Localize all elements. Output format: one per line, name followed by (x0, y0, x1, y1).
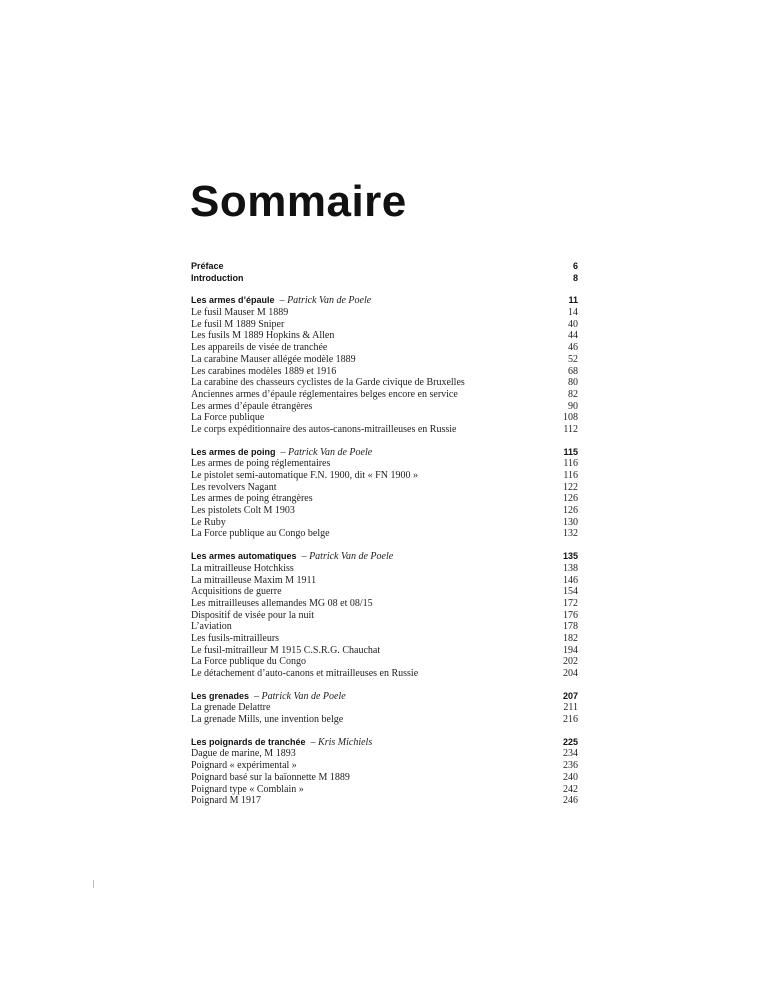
section-heading (191, 691, 578, 703)
section-author: – Patrick Van de Poele (279, 295, 372, 307)
toc-entry (191, 377, 578, 389)
toc-entry-label: Le fusil Mauser M 1889 (191, 307, 289, 319)
front-matter-entry-page: 6 (572, 261, 578, 271)
toc-entry-label: Les armes de poing étrangères (191, 493, 313, 505)
section-heading (191, 737, 578, 749)
toc-entry (191, 784, 578, 796)
front-matter-entry (191, 261, 578, 273)
toc-entry-label: Poignard M 1917 (191, 795, 261, 807)
toc-entry-page: 14 (568, 307, 578, 319)
toc-entry-page: 126 (563, 505, 578, 517)
toc-entry (191, 610, 578, 622)
section-gap (191, 680, 578, 691)
toc-entry-page: 211 (563, 702, 578, 714)
toc-entry-page: 146 (563, 574, 578, 586)
toc-entry-label: Poignard « expérimental » (191, 760, 297, 772)
page-title: Sommaire (190, 177, 407, 226)
section-heading-label: Les armes automatiques – Patrick Van de Poele (191, 551, 394, 563)
toc-entry-label: Les appareils de visée de tranchée (191, 342, 328, 354)
toc-entry-label: Acquisitions de guerre (191, 586, 282, 598)
toc-entry-label: L’aviation (191, 621, 232, 633)
toc-entry-label: Dispositif de visée pour la nuit (191, 609, 315, 621)
toc-entry-label: Le pistolet semi-automatique F.N. 1900, dit « FN 1900 » (191, 470, 418, 481)
toc-entry-label: Les mitrailleuses allemandes MG 08 et 08/15 (191, 597, 373, 609)
front-matter-entry (191, 273, 578, 285)
toc-entry-label: La grenade Delattre (191, 702, 271, 714)
toc-entry-page: 194 (563, 644, 578, 656)
toc-entry-page: 126 (563, 493, 578, 505)
front-matter-entry-label: Préface (191, 261, 224, 271)
toc-entry (191, 795, 578, 807)
toc-entry-label: Le détachement d’auto-canons et mitrailleuses en Russie (191, 668, 419, 679)
toc-entry-label: Les armes d’épaule étrangères (191, 400, 313, 412)
toc-entry (191, 330, 578, 342)
section-heading-page: 207 (562, 690, 578, 701)
toc-entry-page: 216 (563, 714, 578, 726)
toc-entry-page: 46 (568, 342, 578, 354)
toc-entry (191, 319, 578, 331)
toc-entry-page: 246 (563, 795, 578, 807)
toc-entry-page: 172 (563, 597, 578, 609)
toc-entry (191, 307, 578, 319)
toc-entry-label: La mitrailleuse Maxim M 1911 (191, 574, 317, 586)
toc-entry (191, 354, 578, 366)
toc-entry (191, 575, 578, 587)
toc-entry (191, 598, 578, 610)
toc-entry-page: 138 (563, 562, 578, 574)
toc-entry-label: Les carabines modèles 1889 et 1916 (191, 365, 337, 377)
toc-entry-page: 130 (563, 516, 578, 528)
toc-entry-page: 122 (563, 481, 578, 493)
section-gap (191, 726, 578, 737)
toc-entry-label: Poignard basé sur la baïonnette M 1889 (191, 771, 350, 783)
section-author: – Patrick Van de Poele (280, 446, 373, 458)
toc-entry-label: Les revolvers Nagant (191, 481, 277, 493)
toc-entry-page: 116 (563, 458, 578, 470)
toc-entry (191, 389, 578, 401)
toc-entry-label: Le fusil M 1889 Sniper (191, 318, 285, 330)
section-heading-page: 11 (568, 295, 578, 306)
toc-entry-page: 236 (563, 760, 578, 772)
toc-entry (191, 401, 578, 413)
front-matter-entry-page: 8 (572, 272, 578, 283)
toc-entry-page: 204 (563, 668, 578, 679)
section-heading-label: Les poignards de tranchée – Kris Michiels (191, 736, 373, 748)
toc-entry-page: 242 (563, 783, 578, 795)
toc-entry-page: 108 (563, 412, 578, 424)
toc-entry-page: 132 (563, 528, 578, 540)
toc-entry (191, 470, 578, 482)
toc-entry (191, 412, 578, 424)
section-author: – Patrick Van de Poele (301, 551, 394, 563)
toc-entry-label: Les pistolets Colt M 1903 (191, 505, 295, 517)
toc-entry-page: 202 (563, 656, 578, 668)
section-heading-label: Les armes d’épaule – Patrick Van de Poele (191, 295, 372, 307)
toc-entry (191, 366, 578, 378)
section-heading-label: Les armes de poing – Patrick Van de Poele (191, 446, 373, 458)
toc-entry-page: 240 (563, 771, 578, 783)
toc-entry-page: 40 (568, 318, 578, 330)
toc-entry (191, 645, 578, 657)
toc-entry (191, 668, 578, 680)
toc-entry-label: Anciennes armes d’épaule réglementaires belges encore en service (191, 388, 458, 400)
toc-entry-label: Le corps expéditionnaire des autos-canons-mitrailleuses en Russie (191, 423, 457, 435)
toc-entry-page: 52 (568, 353, 578, 365)
toc-entry-label: Dague de marine, M 1893 (191, 748, 296, 760)
toc-entry (191, 528, 578, 540)
table-of-contents (191, 261, 578, 807)
toc-entry-label: La carabine des chasseurs cyclistes de la Garde civique de Bruxelles (191, 377, 465, 389)
section-heading-label: Les grenades – Patrick Van de Poele (191, 690, 346, 702)
toc-entry-label: La Force publique du Congo (191, 656, 306, 668)
section-gap (191, 436, 578, 447)
toc-entry-label: La mitrailleuse Hotchkiss (191, 562, 294, 574)
toc-entry (191, 517, 578, 529)
toc-entry-page: 112 (563, 423, 578, 435)
toc-entry (191, 760, 578, 772)
toc-entry (191, 493, 578, 505)
toc-entry (191, 748, 578, 760)
toc-entry (191, 621, 578, 633)
section-gap (191, 540, 578, 551)
section-heading (191, 551, 578, 563)
section-heading-page: 115 (563, 446, 578, 457)
toc-entry-page: 154 (563, 586, 578, 598)
toc-entry-page: 182 (563, 632, 578, 644)
section-author: – Kris Michiels (310, 736, 373, 748)
toc-entry-label: La Force publique (191, 412, 265, 424)
toc-entry-page: 234 (563, 748, 578, 760)
toc-entry-label: Les armes de poing réglementaires (191, 458, 331, 470)
toc-entry (191, 586, 578, 598)
toc-entry-label: Le Ruby (191, 516, 226, 528)
toc-entry (191, 458, 578, 470)
toc-entry (191, 563, 578, 575)
section-gap (191, 284, 578, 295)
section-heading (191, 295, 578, 307)
toc-entry-label: Poignard type « Comblain » (191, 783, 304, 795)
toc-entry-label: La Force publique au Congo belge (191, 528, 330, 540)
section-heading-page: 225 (562, 736, 578, 747)
toc-entry-page: 44 (568, 330, 578, 342)
toc-entry (191, 424, 578, 436)
toc-entry-label: Le fusil-mitrailleur M 1915 C.S.R.G. Chauchat (191, 644, 381, 656)
front-matter-entry-label: Introduction (191, 272, 244, 283)
toc-entry (191, 505, 578, 517)
section-author: – Patrick Van de Poele (254, 690, 346, 702)
toc-entry-label: La carabine Mauser allégée modèle 1889 (191, 353, 356, 365)
toc-entry (191, 702, 578, 714)
toc-entry (191, 714, 578, 726)
section-heading-page: 135 (562, 551, 578, 562)
toc-entry-page: 82 (568, 388, 578, 400)
toc-entry (191, 772, 578, 784)
toc-entry-label: La grenade Mills, une invention belge (191, 714, 344, 726)
toc-entry (191, 633, 578, 645)
toc-entry (191, 342, 578, 354)
toc-entry-page: 116 (563, 470, 578, 481)
toc-entry-label: Les fusils M 1889 Hopkins & Allen (191, 330, 335, 342)
toc-entry-page: 176 (563, 609, 578, 621)
toc-entry-label: Les fusils-mitrailleurs (191, 632, 280, 644)
toc-entry-page: 68 (568, 365, 578, 377)
toc-entry (191, 482, 578, 494)
toc-entry-page: 178 (563, 621, 578, 633)
toc-entry-page: 80 (568, 377, 578, 389)
toc-entry (191, 656, 578, 668)
toc-entry-page: 90 (568, 400, 578, 412)
page-mark (93, 880, 94, 888)
section-heading (191, 447, 578, 459)
